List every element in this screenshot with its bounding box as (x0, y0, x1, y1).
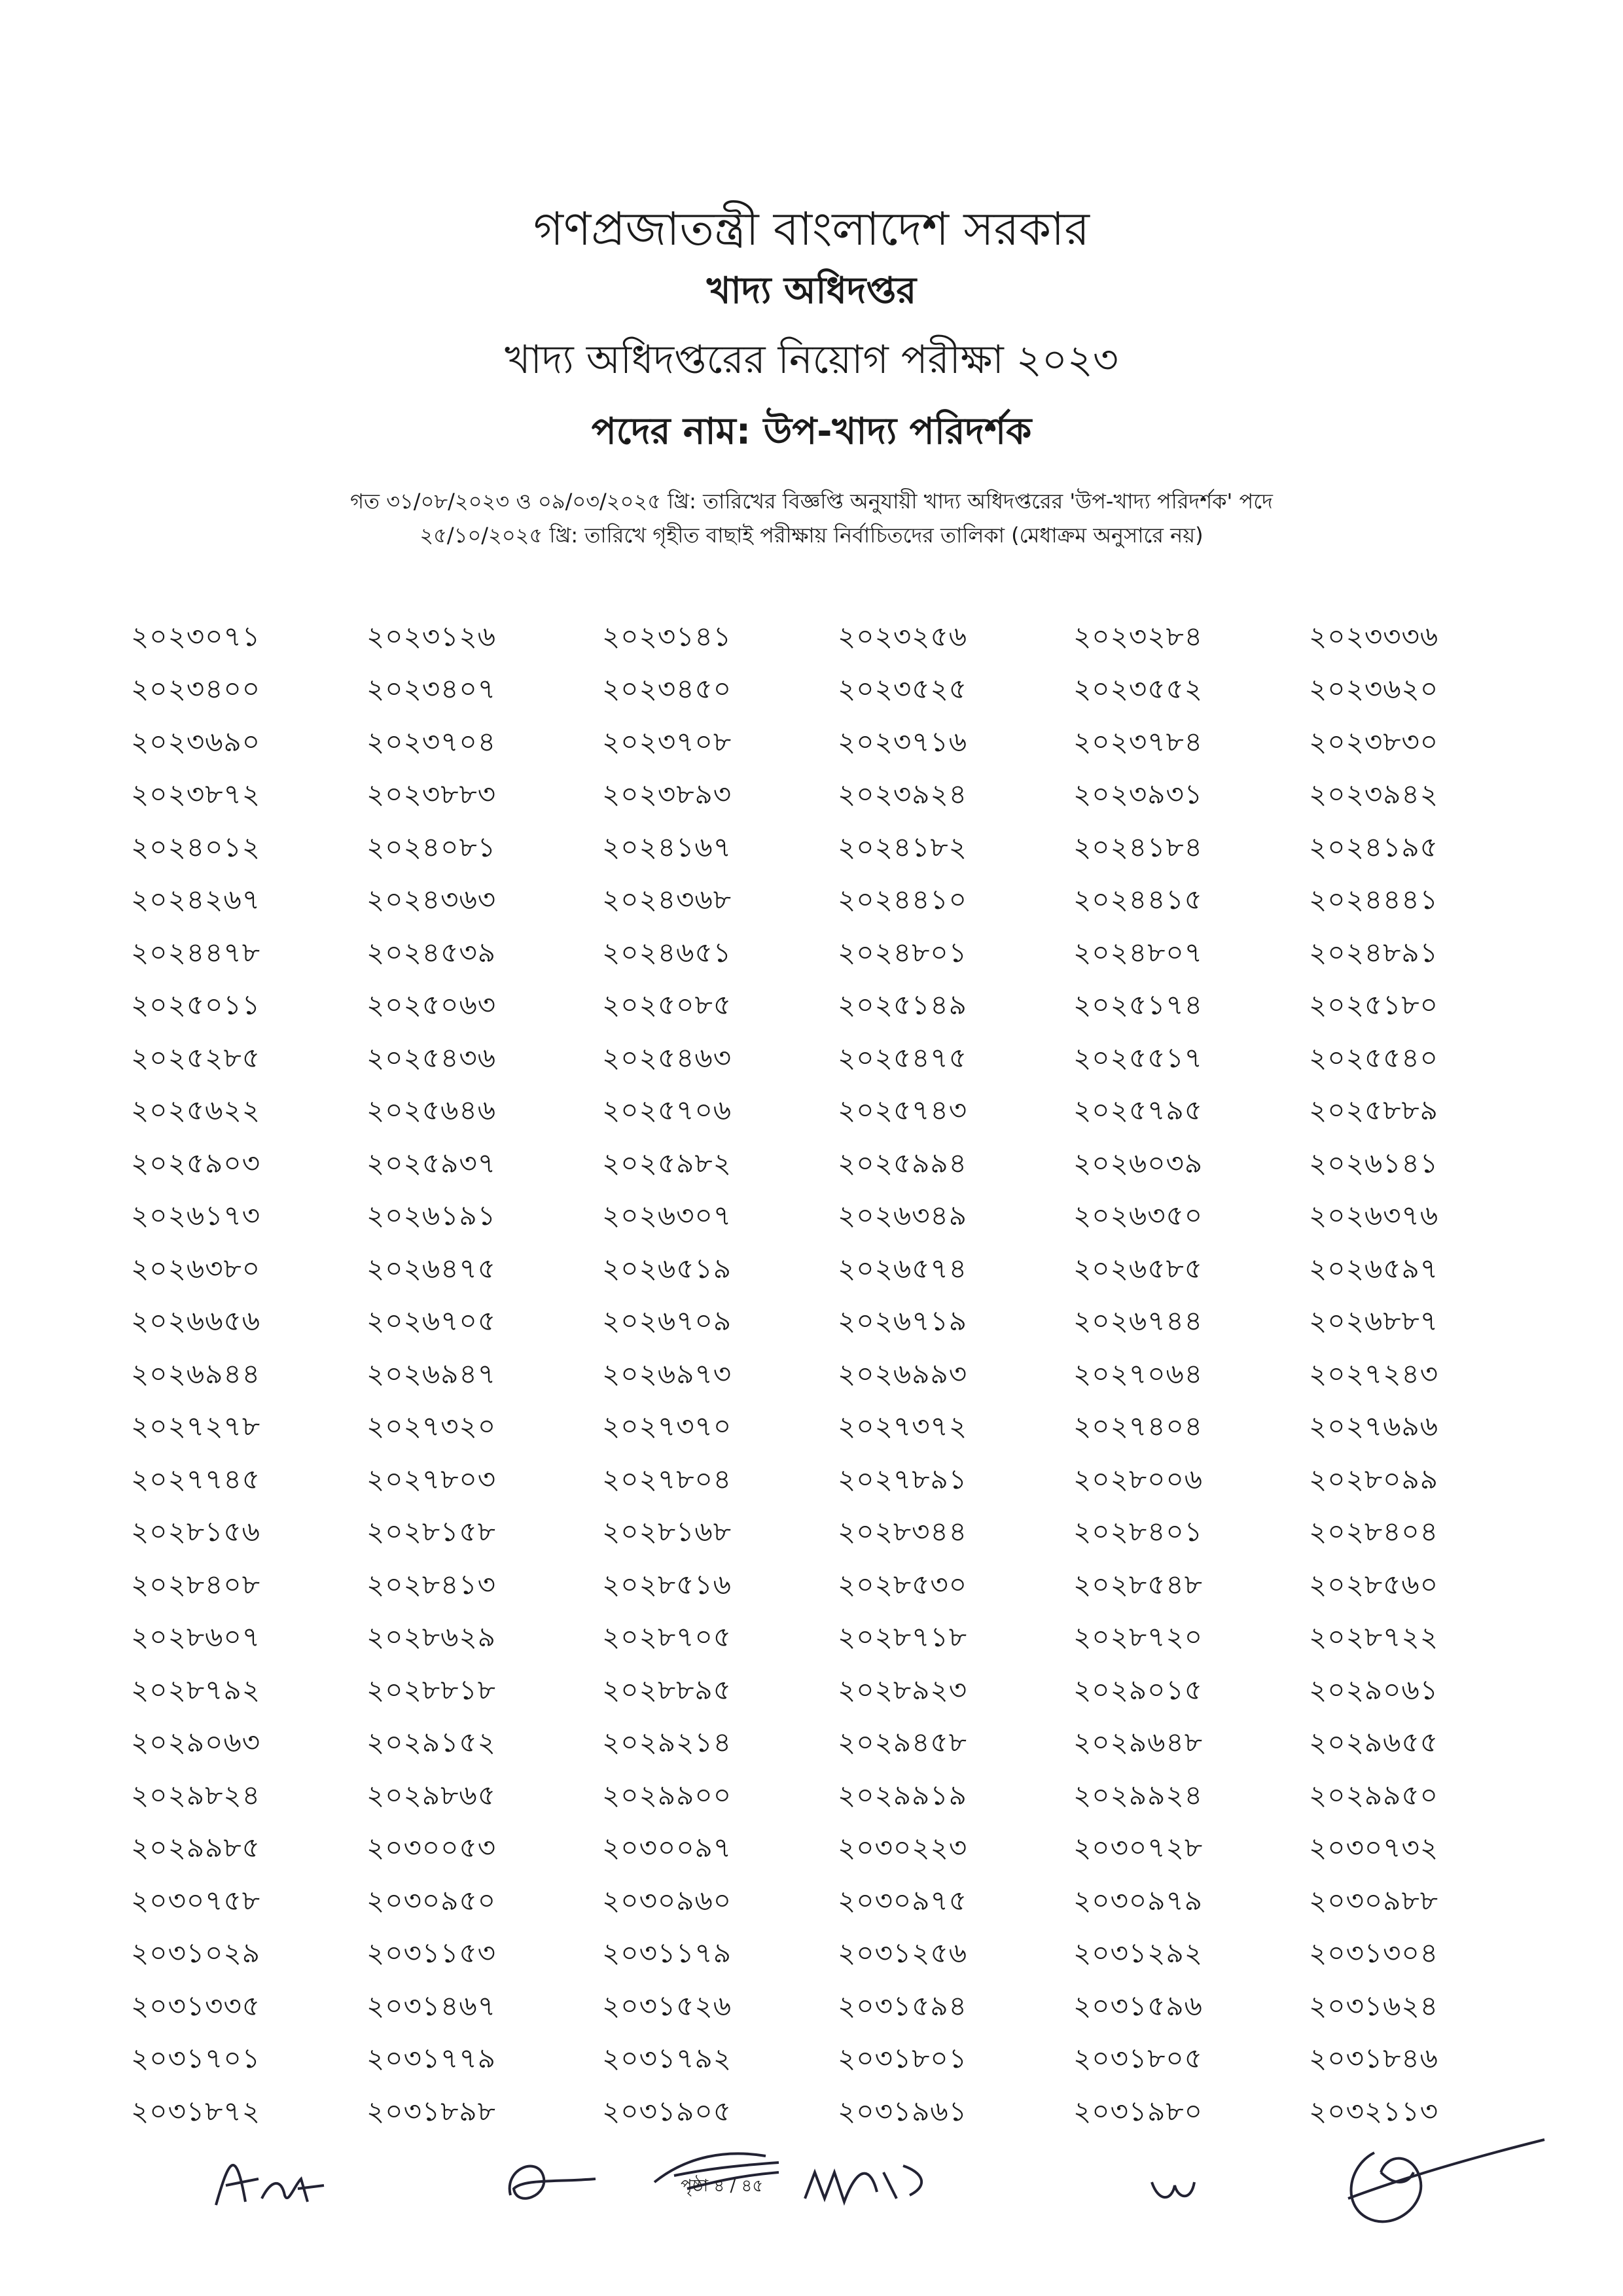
roll-number: ২০২৯৬৪৮ (1073, 1726, 1203, 1759)
roll-number: ২০২৬৫১৯ (602, 1252, 732, 1284)
roll-number: ২০২৩৭৮৪ (1073, 725, 1204, 758)
roll-number: ২০২৪৮৯১ (1309, 936, 1438, 968)
roll-number: ২০২৯০৬১ (1309, 1673, 1439, 1706)
roll-row (131, 1665, 1544, 1718)
roll-number: ২০২৪১৬৭ (602, 830, 732, 863)
roll-number: ২০২৯৯৮৫ (131, 1831, 260, 1864)
roll-number: ২০২৮০০৬ (1073, 1462, 1204, 1495)
roll-row (131, 1613, 1544, 1666)
roll-number: ২০২৭৬৯৬ (1309, 1410, 1439, 1443)
roll-number: ২০৩২১১৩ (1309, 2094, 1439, 2127)
roll-number: ২০২৫৬২২ (131, 1094, 261, 1127)
roll-number: ২০২৬৬৫৬ (131, 1305, 261, 1337)
roll-number: ২০২৮১৬৮ (602, 1515, 732, 1548)
roll-row (131, 822, 1544, 875)
roll-number: ২০২৬৭৪৪ (1073, 1305, 1204, 1337)
roll-number: ২০২৪১৮২ (838, 830, 967, 863)
roll-row (131, 875, 1544, 928)
roll-number: ২০২৪১৯৫ (1309, 830, 1438, 863)
roll-number: ২০২৪৪১৫ (1073, 883, 1203, 916)
roll-row (131, 981, 1544, 1034)
roll-number: ২০২৭২৭৮ (131, 1410, 261, 1443)
roll-number: ২০২৯৪৫৮ (838, 1726, 967, 1759)
roll-row (131, 1192, 1544, 1245)
signature-4 (798, 2146, 942, 2218)
roll-number: ২০২৪৮০১ (838, 936, 967, 968)
roll-row (131, 2034, 1544, 2087)
roll-number: ২০২৮৪০১ (1073, 1515, 1203, 1548)
roll-number: ২০২৩৪০০ (131, 673, 261, 705)
roll-row (131, 717, 1544, 770)
roll-number: ২০২৭৪০৪ (1073, 1410, 1204, 1443)
government-title: গণপ্রজাতন্ত্রী বাংলাদেশ সরকার (533, 202, 1090, 256)
notice-line-2: ২৫/১০/২০২৫ খ্রি: তারিখে গৃহীত বাছাই পরীক্ষায় নির্বাচিতদের তালিকা (মেধাক্রম অনুসারে নয়) (419, 523, 1204, 548)
roll-number: ২০৩১৪৬৭ (366, 1989, 497, 2022)
roll-number: ২০৩১৯৬১ (838, 2094, 967, 2127)
roll-row (131, 1824, 1544, 1877)
roll-number: ২০৩১৩০৪ (1309, 1937, 1439, 1969)
roll-number: ২০৩১৭৯২ (602, 2042, 732, 2075)
roll-row (131, 1402, 1544, 1455)
roll-row (131, 1297, 1544, 1350)
roll-number: ২০২৪০১২ (131, 830, 261, 863)
roll-number: ২০২৬৯৭৩ (602, 1357, 732, 1390)
roll-number: ২০২৬৫৭৪ (838, 1252, 968, 1284)
roll-number: ২০৩১২৯২ (1073, 1937, 1204, 1969)
roll-number: ২০৩১৬২৪ (1309, 1989, 1439, 2022)
roll-number: ২০২৩৮৭২ (131, 778, 261, 811)
roll-number: ২০২৪৮০৭ (1073, 936, 1204, 968)
roll-number: ২০২৪২৬৭ (131, 883, 261, 916)
roll-number: ২০২৭২৪৩ (1309, 1357, 1439, 1390)
roll-number: ২০২৪৪৪১ (1309, 883, 1438, 916)
roll-number: ২০২৭৮৯১ (838, 1462, 967, 1495)
roll-number: ২০৩০৯৭৫ (838, 1884, 968, 1916)
roll-number: ২০৩১৭৭৯ (366, 2042, 497, 2075)
roll-number: ২০২৬৯৪৪ (131, 1357, 260, 1390)
roll-number: ২০২৩৯২৪ (838, 778, 968, 811)
roll-number: ২০৩০৯৬০ (602, 1884, 732, 1916)
roll-number: ২০২৭০৬৪ (1073, 1357, 1204, 1390)
roll-number: ২০৩১১৫৩ (366, 1937, 496, 1969)
roll-number: ২০৩১১৭৯ (602, 1937, 732, 1969)
roll-number: ২০২৮৩৪৪ (838, 1515, 967, 1548)
roll-number: ২০২৩৪৫০ (602, 673, 732, 705)
roll-number: ২০২৩৩৩৬ (1309, 620, 1439, 652)
roll-number: ২০২৮৭৯২ (131, 1673, 261, 1706)
roll-number: ২০৩০৯৮৮ (1309, 1884, 1438, 1916)
roll-number: ২০২৯৮৬৫ (366, 1778, 496, 1811)
roll-number: ২০২৩৬৯০ (131, 725, 261, 758)
roll-number: ২০২৩০৭১ (131, 620, 261, 652)
roll-number: ২০৩০০৯৭ (602, 1831, 732, 1864)
roll-number: ২০২৯৯৫০ (1309, 1778, 1438, 1811)
roll-number: ২০৩১৫৯৪ (838, 1989, 967, 2022)
roll-row (131, 1876, 1544, 1929)
directorate-title: খাদ্য অধিদপ্তর (706, 270, 917, 312)
roll-number: ২০২৬১৯১ (366, 1199, 496, 1232)
roll-number: ২০২৫৬৪৬ (366, 1094, 497, 1127)
roll-number: ২০৩০৭৩২ (1309, 1831, 1439, 1864)
roll-row (131, 928, 1544, 981)
roll-row (131, 1771, 1544, 1824)
roll-number: ২০২৮৪১৩ (366, 1568, 496, 1600)
roll-number: ২০২৩১২৬ (366, 620, 497, 652)
roll-number: ২০২৮৯২৩ (838, 1673, 968, 1706)
roll-number: ২০২৬৩৫০ (1073, 1199, 1204, 1232)
roll-number: ২০২৪৪১০ (838, 883, 967, 916)
page-number: পৃষ্ঠা ৪ / ৪৫ (681, 2176, 764, 2196)
roll-number: ২০২৫৯৯৪ (838, 1146, 967, 1179)
document-header (0, 196, 1623, 552)
roll-number-grid (131, 612, 1544, 2140)
roll-number: ২০৩০৯৭৯ (1073, 1884, 1204, 1916)
roll-number: ২০২৫০৮৫ (602, 989, 732, 1021)
roll-row (131, 1508, 1544, 1561)
roll-number: ২০২৩৫৫২ (1073, 673, 1204, 705)
roll-number: ২০৩০২২৩ (838, 1831, 968, 1864)
roll-number: ২০২৭৩৭০ (602, 1410, 732, 1443)
roll-number: ২০২৩২৫৬ (838, 620, 968, 652)
roll-number: ২০২৯৯১৯ (838, 1778, 967, 1811)
roll-number: ২০২৫৭০৬ (602, 1094, 732, 1127)
roll-number: ২০২৩৪০৭ (366, 673, 497, 705)
roll-number: ২০২৫৯০৩ (131, 1146, 261, 1179)
roll-number: ২০২৬৩৭৬ (1309, 1199, 1439, 1232)
roll-number: ২০২৭৮০৪ (602, 1462, 732, 1495)
roll-number: ২০৩১৯৮০ (1073, 2094, 1203, 2127)
roll-number: ২০২৮৭১৮ (838, 1621, 967, 1653)
roll-number: ২০২৫৭৪৩ (838, 1094, 968, 1127)
exam-title: খাদ্য অধিদপ্তরের নিয়োগ পরীক্ষা ২০২৩ (505, 337, 1118, 383)
roll-number: ২০২৯১৫২ (366, 1726, 496, 1759)
roll-number: ২০২৫৪৭৫ (838, 1041, 967, 1074)
roll-number: ২০২৩২৮৪ (1073, 620, 1204, 652)
roll-row (131, 1981, 1544, 2034)
roll-number: ২০২৫১৭৪ (1073, 989, 1203, 1021)
roll-number: ২০২৩১৪১ (602, 620, 732, 652)
roll-number: ২০৩১০২৯ (131, 1937, 261, 1969)
roll-number: ২০২৬৪৭৫ (366, 1252, 497, 1284)
roll-number: ২০২৫৯৩৭ (366, 1146, 497, 1179)
roll-number: ২০২৩৭০৮ (602, 725, 732, 758)
roll-number: ২০২৭৩২০ (366, 1410, 497, 1443)
roll-row (131, 1929, 1544, 1982)
roll-row (131, 770, 1544, 823)
roll-number: ২০২৫০১১ (131, 989, 260, 1021)
roll-number: ২০২৮৬২৯ (366, 1621, 497, 1653)
roll-number: ২০২৮৪০৮ (131, 1568, 260, 1600)
roll-number: ২০২৮৭২২ (1309, 1621, 1439, 1653)
roll-number: ২০২৭৮০৩ (366, 1462, 497, 1495)
roll-number: ২০২৬৫৯৭ (1309, 1252, 1439, 1284)
roll-number: ২০২৮৫৬০ (1309, 1568, 1439, 1600)
roll-number: ২০২৮৪০৪ (1309, 1515, 1438, 1548)
roll-number: ২০২৪১৮৪ (1073, 830, 1203, 863)
roll-number: ২০২৩৮৮৩ (366, 778, 497, 811)
roll-number: ২০২৬৯৯৩ (838, 1357, 968, 1390)
roll-row (131, 1244, 1544, 1297)
roll-number: ২০২৪৫৩৯ (366, 936, 496, 968)
roll-number: ২০২৬৫৮৫ (1073, 1252, 1203, 1284)
roll-number: ২০৩১৮৭২ (131, 2094, 261, 2127)
roll-number: ২০২৩৮৩০ (1309, 725, 1439, 758)
roll-number: ২০২৫৪৩৬ (366, 1041, 497, 1074)
roll-number: ২০২৩৬২০ (1309, 673, 1439, 705)
roll-number: ২০২৮৭২০ (1073, 1621, 1204, 1653)
roll-number: ২০২৮৫৪৮ (1073, 1568, 1203, 1600)
signature-5 (1145, 2163, 1204, 2208)
roll-number: ২০২৪৪৭৮ (131, 936, 260, 968)
roll-number: ২০২৫৪৬৩ (602, 1041, 732, 1074)
roll-number: ২০২৬৭০৫ (366, 1305, 497, 1337)
roll-number: ২০২৯০৬৩ (131, 1726, 261, 1759)
signature-2 (497, 2143, 615, 2215)
roll-number: ২০২৫১৮০ (1309, 989, 1438, 1021)
roll-number: ২০২৮৭০৫ (602, 1621, 732, 1653)
roll-number: ২০৩১৮৪৬ (1309, 2042, 1438, 2075)
roll-number: ২০২৫১৪৯ (838, 989, 967, 1021)
roll-number: ২০২৯২১৪ (602, 1726, 732, 1759)
roll-row (131, 665, 1544, 718)
roll-row (131, 1718, 1544, 1771)
roll-number: ২০২৮৬০৭ (131, 1621, 261, 1653)
roll-number: ২০২৪৩৬৮ (602, 883, 732, 916)
roll-number: ২০২৯৬৫৫ (1309, 1726, 1438, 1759)
roll-number: ২০২৮০৯৯ (1309, 1462, 1438, 1495)
roll-row (131, 1033, 1544, 1086)
roll-number: ২০২৬৩০৭ (602, 1199, 732, 1232)
roll-number: ২০২৮৮৯৫ (602, 1673, 732, 1706)
roll-number: ২০২৯৯০০ (602, 1778, 732, 1811)
roll-row (131, 1139, 1544, 1192)
roll-number: ২০২৭৩৭২ (838, 1410, 968, 1443)
roll-number: ২০২৩৫২৫ (838, 673, 968, 705)
roll-number: ২০৩০৭৫৮ (131, 1884, 261, 1916)
roll-number: ২০২৩৯৪২ (1309, 778, 1439, 811)
roll-number: ২০৩১৫৯৬ (1073, 1989, 1203, 2022)
signature-1 (209, 2140, 353, 2218)
roll-number: ২০২৩৭০৪ (366, 725, 497, 758)
roll-number: ২০২৯৯২৪ (1073, 1778, 1203, 1811)
roll-number: ২০২৮৫১৬ (602, 1568, 732, 1600)
signature-footer (0, 2127, 1623, 2257)
roll-number: ২০২৬৮৮৭ (1309, 1305, 1439, 1337)
roll-number: ২০২৬৩৪৯ (838, 1199, 968, 1232)
roll-row (131, 1560, 1544, 1613)
roll-number: ২০২৫২৮৫ (131, 1041, 260, 1074)
roll-number: ২০৩১২৫৬ (838, 1937, 968, 1969)
roll-number: ২০২৮১৫৬ (131, 1515, 260, 1548)
roll-number: ২০৩১৫২৬ (602, 1989, 732, 2022)
roll-number: ২০২৯৮২৪ (131, 1778, 260, 1811)
roll-number: ২০২৮৮১৮ (366, 1673, 496, 1706)
roll-number: ২০২৫৯৮২ (602, 1146, 732, 1179)
roll-number: ২০২৬৩৮০ (131, 1252, 261, 1284)
roll-number: ২০২৫৭৯৫ (1073, 1094, 1203, 1127)
roll-number: ২০২৬১৭৩ (131, 1199, 261, 1232)
roll-number: ২০৩১৯০৫ (602, 2094, 732, 2127)
roll-number: ২০২৬৯৪৭ (366, 1357, 497, 1390)
roll-number: ২০২৪৩৬৩ (366, 883, 497, 916)
roll-number: ২০২৭৭৪৫ (131, 1462, 261, 1495)
roll-number: ২০২৩৯৩১ (1073, 778, 1204, 811)
roll-number: ২০২৬৭১৯ (838, 1305, 968, 1337)
roll-number: ২০৩১৮০১ (838, 2042, 967, 2075)
roll-row (131, 1455, 1544, 1508)
roll-number: ২০৩১৩৩৫ (131, 1989, 261, 2022)
roll-number: ২০২৬০৩৯ (1073, 1146, 1204, 1179)
roll-number: ২০২৫০৬৩ (366, 989, 497, 1021)
roll-number: ২০২৬৭০৯ (602, 1305, 732, 1337)
roll-number: ২০৩০০৫৩ (366, 1831, 497, 1864)
post-title: পদের নাম: উপ-খাদ্য পরিদর্শক (591, 410, 1032, 453)
roll-number: ২০২৩৮৯৩ (602, 778, 732, 811)
roll-row (131, 1086, 1544, 1139)
notice-text (0, 484, 1623, 552)
roll-number: ২০৩১৮০৫ (1073, 2042, 1203, 2075)
roll-number: ২০৩১৭০১ (131, 2042, 261, 2075)
roll-row (131, 1349, 1544, 1402)
roll-row (131, 612, 1544, 665)
roll-number: ২০২৩৭১৬ (838, 725, 968, 758)
notice-line-1: গত ৩১/০৮/২০২৩ ও ০৯/০৩/২০২৫ খ্রি: তারিখের বিজ্ঞপ্তি অনুযায়ী খাদ্য অধিদপ্তরের 'উপ-খাদ্য পরিদর্শক' পদে (350, 489, 1273, 514)
roll-number: ২০২৪০৮১ (366, 830, 496, 863)
roll-number: ২০২৪৬৫১ (602, 936, 732, 968)
roll-number: ২০৩১৮৯৮ (366, 2094, 496, 2127)
roll-number: ২০২৫৮৮৯ (1309, 1094, 1438, 1127)
roll-number: ২০৩০৭২৮ (1073, 1831, 1204, 1864)
roll-number: ২০২৬১৪১ (1309, 1146, 1438, 1179)
roll-number: ২০২৫৫১৭ (1073, 1041, 1203, 1074)
roll-number: ২০২৮৫৩০ (838, 1568, 968, 1600)
roll-number: ২০২৮১৫৮ (366, 1515, 496, 1548)
roll-number: ২০২৫৫৪০ (1309, 1041, 1438, 1074)
roll-number: ২০৩০৯৫০ (366, 1884, 497, 1916)
roll-number: ২০২৯০১৫ (1073, 1673, 1203, 1706)
signature-6 (1335, 2127, 1551, 2231)
